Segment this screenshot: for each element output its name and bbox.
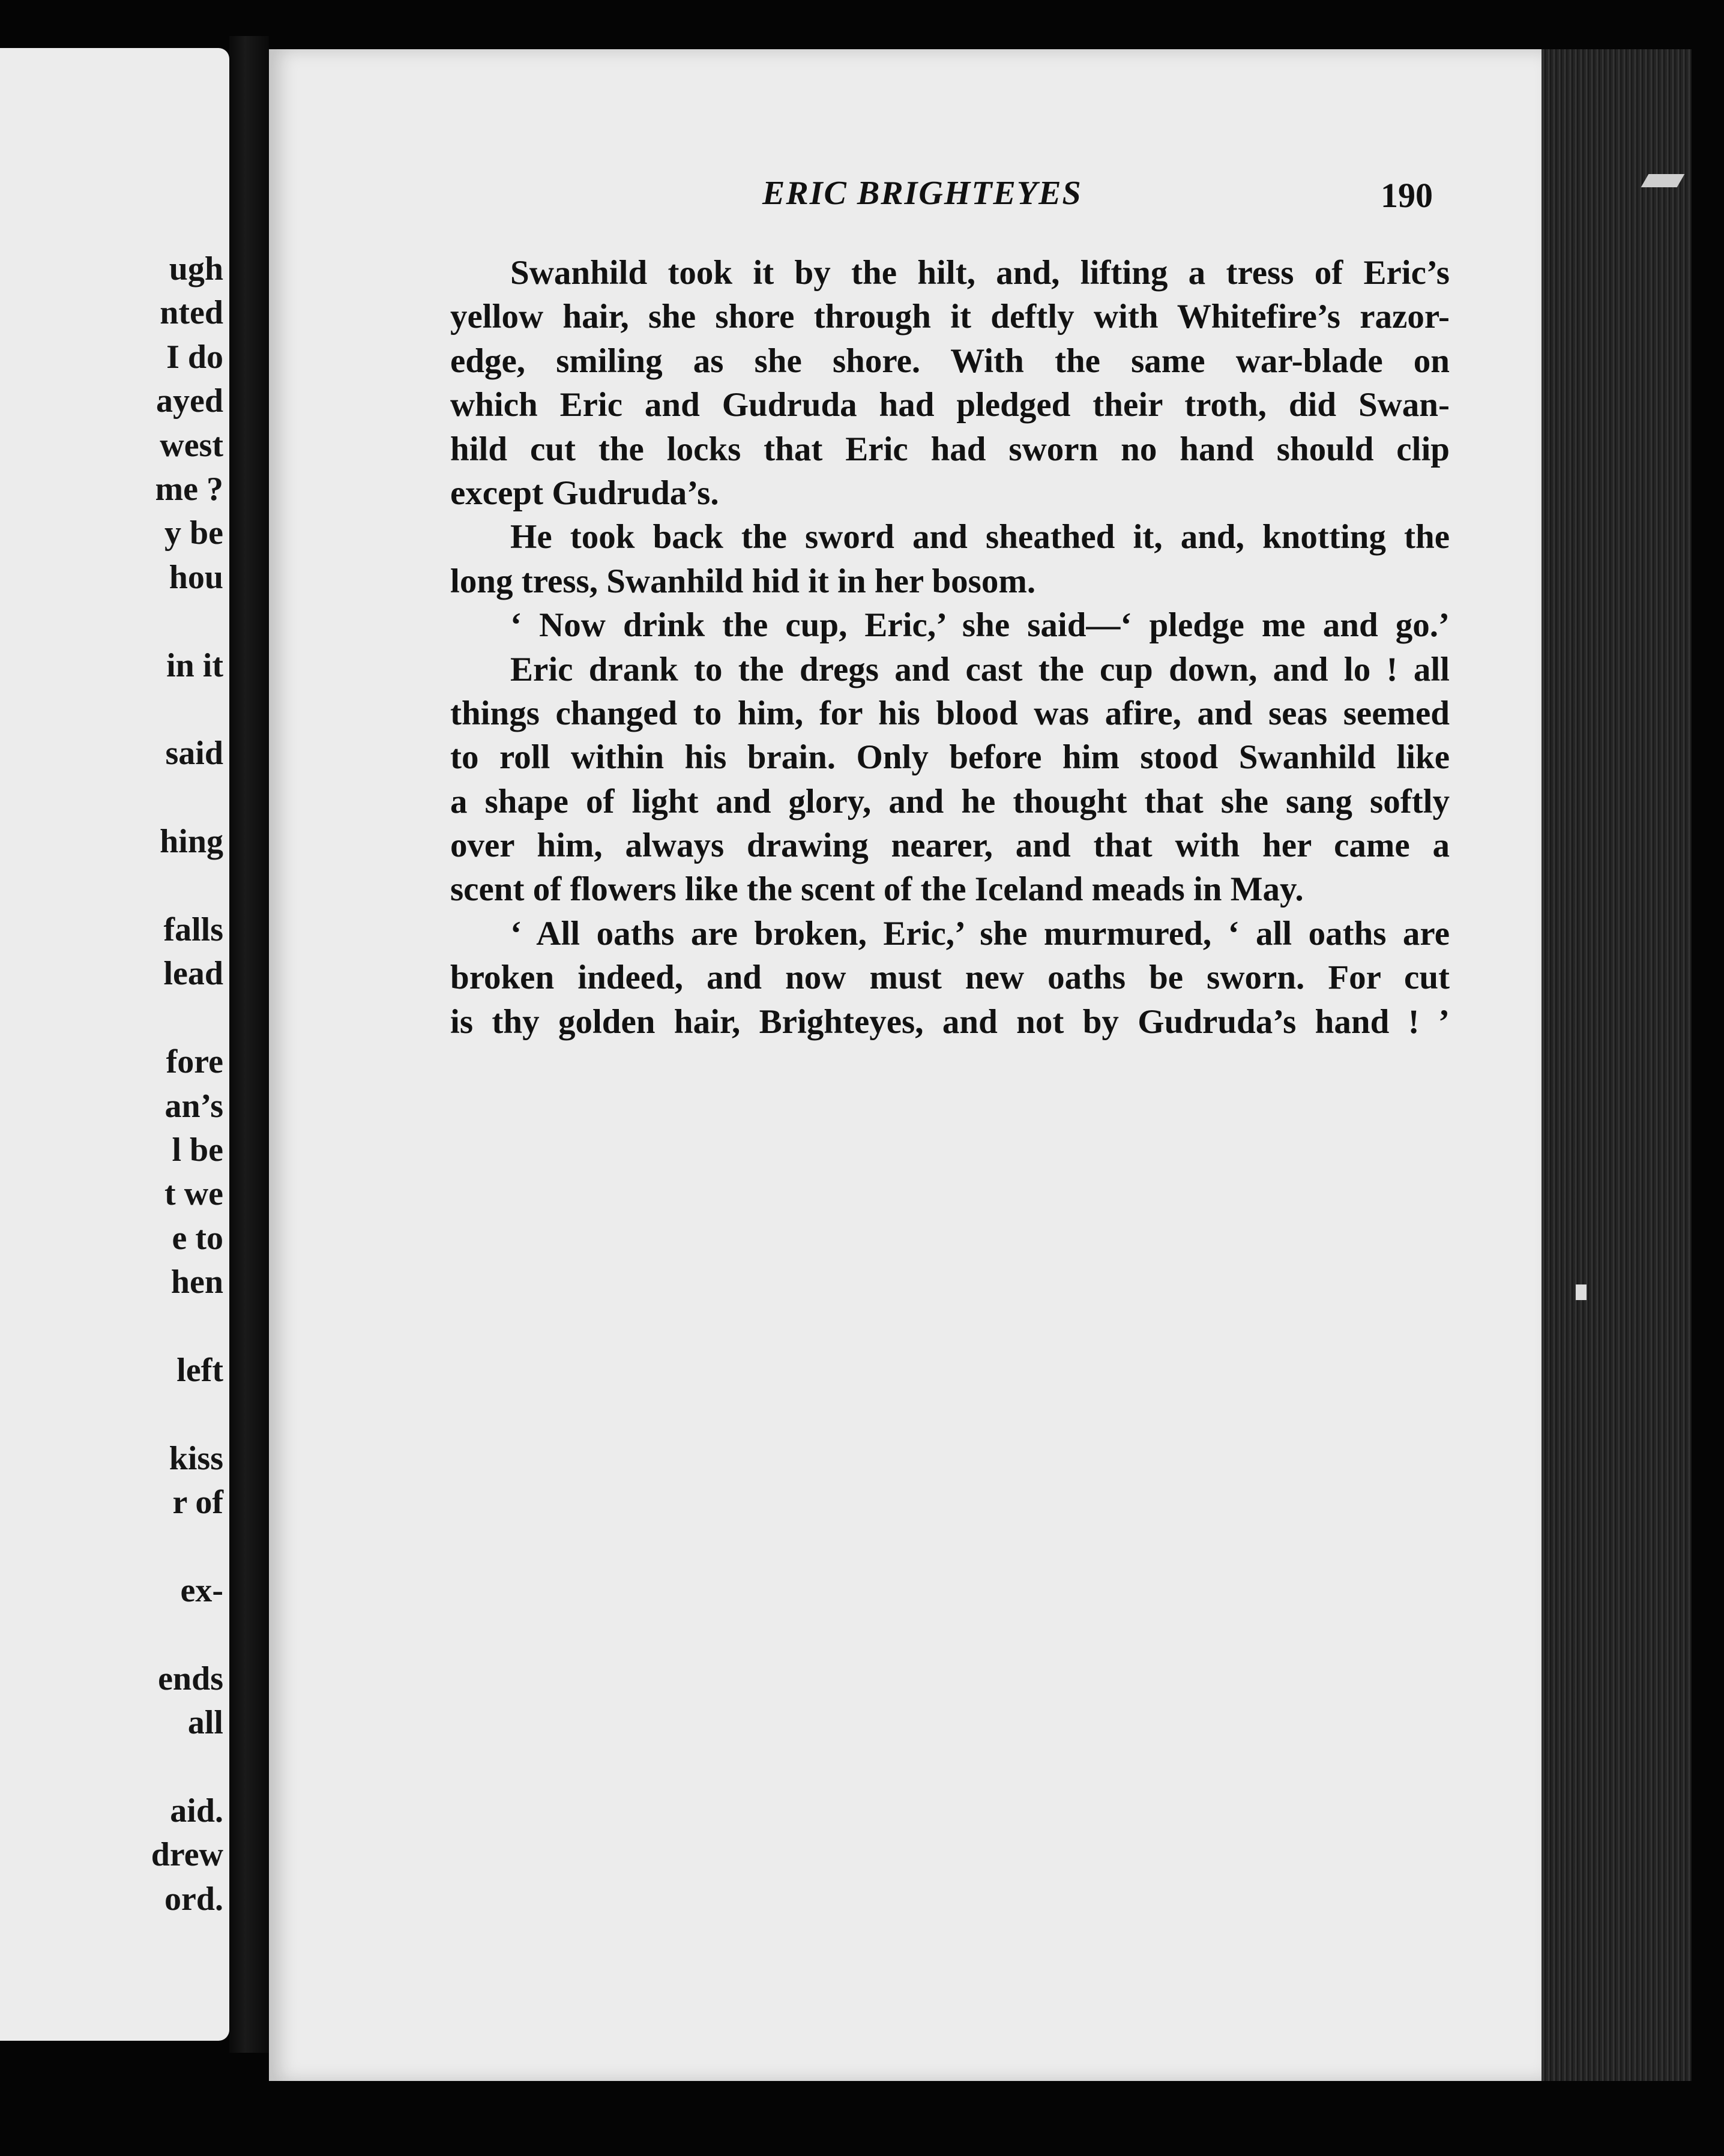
- previous-page-text-fragment: hen: [170, 1263, 223, 1301]
- previous-page-text-fragment: ord.: [164, 1880, 223, 1918]
- previous-page-text-fragment: me ?: [155, 471, 223, 508]
- text-line: things changed to him, for his blood was afire, and seas seemed: [450, 694, 1450, 732]
- previous-page-text-fragment: drew: [151, 1836, 223, 1874]
- previous-page-text-fragment: an’s: [164, 1087, 223, 1125]
- previous-page-text-fragment: fore: [166, 1043, 223, 1081]
- background-edge: [1692, 0, 1724, 2156]
- page-edges: [1542, 49, 1692, 2081]
- previous-page-text-fragment: aid.: [170, 1792, 223, 1829]
- text-line: broken indeed, and now must new oaths be sworn. For cut: [450, 959, 1450, 997]
- text-line: over him, always drawing nearer, and that with her came a: [450, 827, 1450, 865]
- previous-page-text-fragment: all: [187, 1704, 223, 1742]
- previous-page-text-fragment: l be: [172, 1131, 223, 1169]
- book-gutter: [229, 36, 269, 2053]
- previous-page-text-fragment: lead: [163, 955, 223, 993]
- previous-page-text-fragment: in it: [166, 646, 223, 684]
- text-line: edge, smiling as she shore. With the same war-blade on: [450, 342, 1450, 380]
- text-line: a shape of light and glory, and he thought that she sang softly: [450, 782, 1450, 821]
- previous-page-text-fragment: said: [165, 735, 223, 772]
- text-line: which Eric and Gudruda had pledged their troth, did Swan-: [450, 386, 1450, 424]
- text-line: to roll within his brain. Only before him stood Swanhild like: [450, 738, 1450, 777]
- previous-page-text-fragment: falls: [163, 911, 223, 948]
- text-line: ‘ Now drink the cup, Eric,’ she said—‘ pledge me and go.’: [510, 606, 1450, 645]
- previous-page-text-fragment: left: [176, 1352, 223, 1389]
- previous-page-text-fragment: ugh: [169, 250, 223, 288]
- previous-page-text-fragment: hing: [160, 823, 223, 861]
- text-line: Swanhild took it by the hilt, and, lifting a tress of Eric’s: [510, 254, 1450, 292]
- previous-page-text-fragment: r of: [172, 1484, 223, 1522]
- previous-page-text-fragment: y be: [164, 514, 223, 552]
- running-head: ERIC BRIGHTEYES: [762, 175, 1082, 212]
- body-text: [450, 251, 1450, 1044]
- previous-page-text-fragment: I do: [166, 338, 223, 376]
- page-number: 190: [1381, 176, 1433, 215]
- text-line: scent of flowers like the scent of the Iceland meads in May.: [450, 870, 1304, 909]
- previous-page-text-fragment: nted: [160, 294, 223, 332]
- text-line: long tress, Swanhild hid it in her bosom.: [450, 562, 1036, 600]
- previous-page-text-fragment: kiss: [169, 1439, 223, 1477]
- text-line: He took back the sword and sheathed it, and, knotting the: [510, 518, 1450, 556]
- previous-page-text-fragment: ends: [158, 1660, 223, 1697]
- page-speck: [1641, 174, 1685, 187]
- text-line: except Gudruda’s.: [450, 474, 719, 512]
- text-line: ‘ All oaths are broken, Eric,’ she murmured, ‘ all oaths are: [510, 914, 1450, 953]
- text-line: yellow hair, she shore through it deftly with Whitefire’s razor-: [450, 298, 1450, 336]
- text-line: hild cut the locks that Eric had sworn no hand should clip: [450, 430, 1450, 468]
- page-speck: [1576, 1284, 1587, 1300]
- previous-page: [0, 48, 229, 2041]
- previous-page-text-fragment: e to: [172, 1219, 223, 1257]
- previous-page-text-fragment: t we: [164, 1175, 223, 1213]
- previous-page-text-fragment: hou: [169, 558, 223, 596]
- previous-page-text-fragment: west: [160, 426, 223, 464]
- text-line: Eric drank to the dregs and cast the cup down, and lo ! all: [510, 650, 1450, 688]
- text-line: is thy golden hair, Brighteyes, and not by Gudruda’s hand ! ’: [450, 1002, 1450, 1041]
- previous-page-text-fragment: ex-: [180, 1572, 223, 1609]
- previous-page-text-fragment: ayed: [156, 382, 223, 420]
